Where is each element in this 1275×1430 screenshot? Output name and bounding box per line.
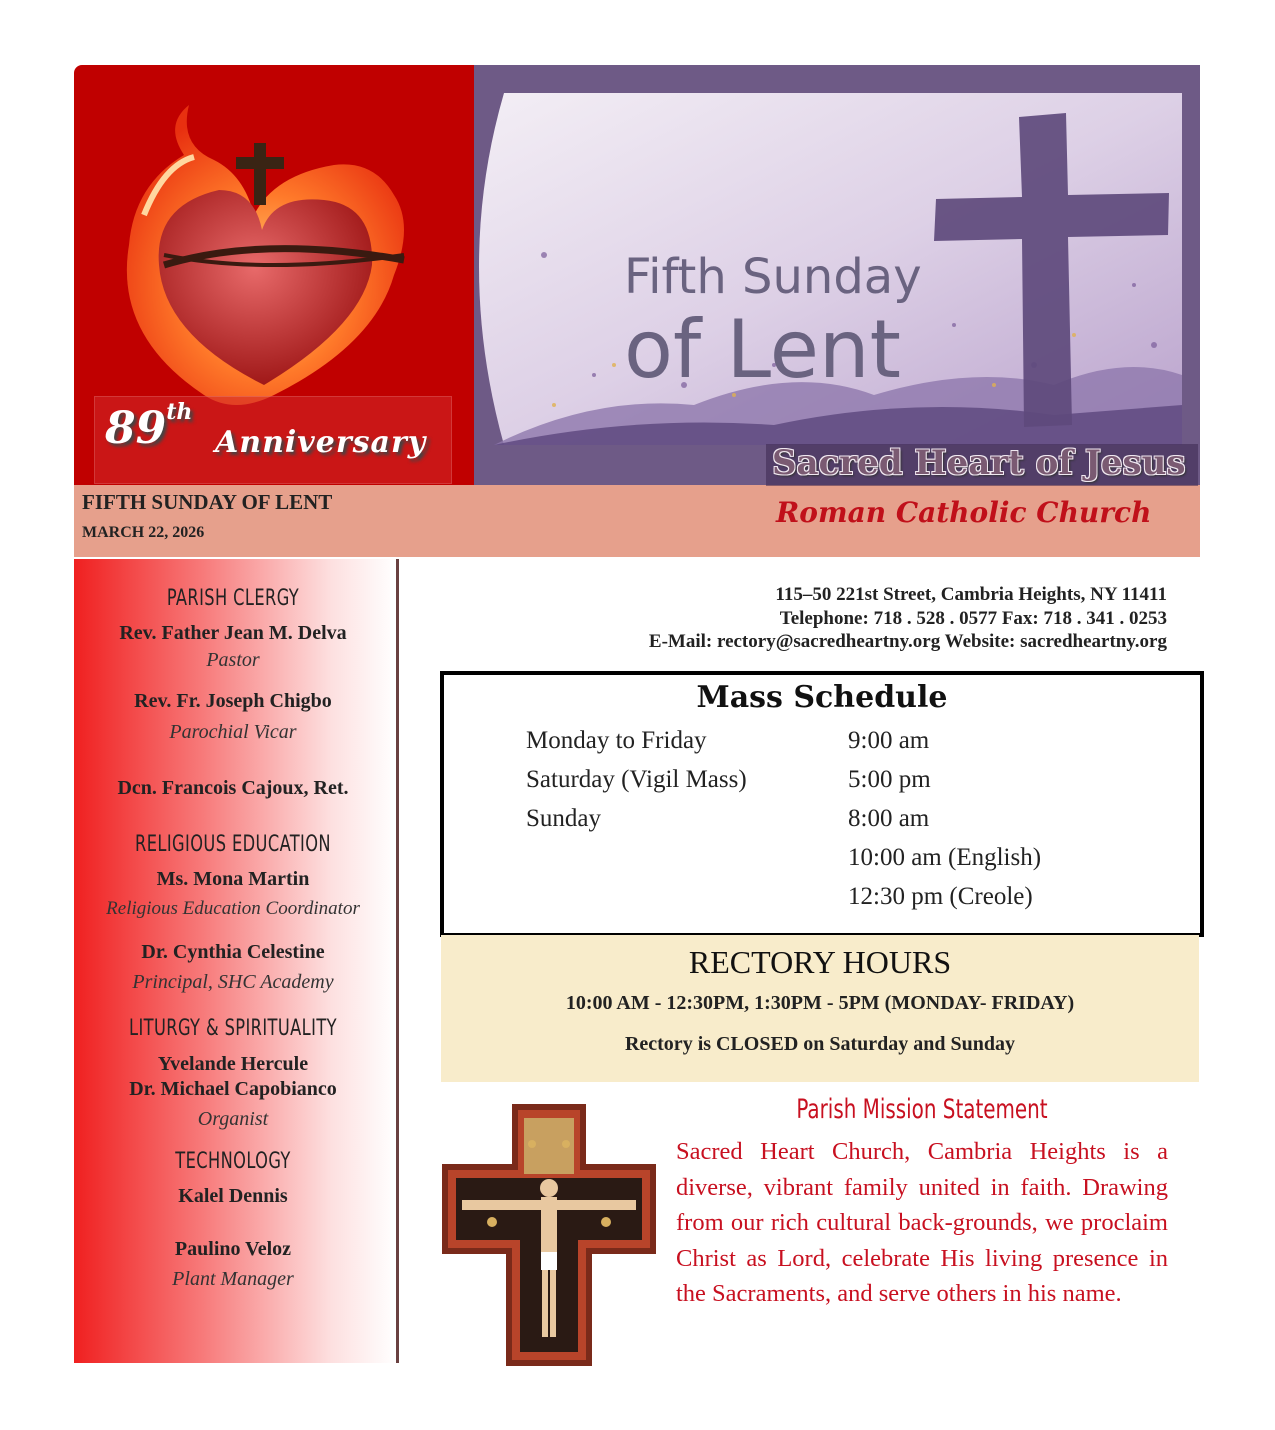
mass-time: 12:30 pm (Creole): [848, 883, 1033, 910]
mass-time: 5:00 pm: [848, 766, 931, 793]
staff-role: Organist: [197, 1108, 269, 1130]
mass-day: Saturday (Vigil Mass): [526, 766, 747, 793]
email-website: E-Mail: rectory@sacredheartny.org Website: sacredheartny.org: [648, 631, 1167, 652]
section-heading-technology: TECHNOLOGY: [175, 1149, 291, 1174]
section-heading-clergy: PARISH CLERGY: [166, 586, 300, 611]
rectory-hours: 10:00 AM - 12:30PM, 1:30PM - 5PM (MONDAY- FRIDAY): [565, 992, 1075, 1014]
rectory-title: RECTORY HOURS: [688, 944, 952, 980]
staff-name: Yvelande Hercule: [157, 1053, 309, 1075]
san-damiano-crucifix-icon: [442, 1104, 656, 1366]
banner-line1: Fifth Sunday: [624, 249, 922, 305]
mission-statement: Sacred Heart Church, Cambria Heights is a diverse, vibrant family united in faith. Drawing from our rich cultural back-grounds, we proclaim Christ as Lord, celebrate His living presence in the Sacraments, and serve others in his name.: [676, 1138, 1168, 1307]
staff-role: Religious Education Coordinator: [106, 898, 360, 919]
rectory-closed-note: Rectory is CLOSED on Saturday and Sunday: [624, 1033, 1016, 1055]
staff-role: Plant Manager: [172, 1268, 294, 1290]
staff-name: Rev. Father Jean M. Delva: [119, 622, 347, 644]
bulletin-date: MARCH 22, 2026: [82, 524, 205, 541]
staff-name: Dr. Cynthia Celestine: [141, 941, 325, 963]
staff-name: Kalel Dennis: [178, 1185, 288, 1207]
section-heading-religious-education: RELIGIOUS EDUCATION: [135, 832, 331, 857]
anniversary-suffix: th: [166, 399, 193, 425]
sidebar-divider: [396, 559, 399, 1363]
mass-day: Sunday: [526, 805, 601, 832]
staff-role: Principal, SHC Academy: [132, 971, 334, 993]
staff-name: Ms. Mona Martin: [156, 868, 310, 890]
mission-title: Parish Mission Statement: [796, 1094, 1048, 1125]
staff-role: Parochial Vicar: [169, 721, 297, 743]
church-name: Sacred Heart of Jesus: [772, 443, 1186, 483]
mass-day: Monday to Friday: [526, 727, 707, 754]
section-heading-liturgy: LITURGY & SPIRITUALITY: [129, 1016, 337, 1041]
anniversary-number: 89: [105, 403, 167, 454]
mass-time: 10:00 am (English): [848, 844, 1042, 871]
mass-schedule-title: Mass Schedule: [696, 680, 948, 715]
mass-time: 9:00 am: [848, 727, 930, 754]
staff-role: Pastor: [206, 649, 260, 671]
anniversary-badge: [94, 396, 452, 484]
staff-name: Dcn. Francois Cajoux, Ret.: [117, 777, 349, 799]
staff-name: Paulino Veloz: [174, 1238, 292, 1260]
banner-line2: of Lent: [624, 303, 901, 396]
staff-name: Dr. Michael Capobianco: [129, 1078, 337, 1100]
lent-title: FIFTH SUNDAY OF LENT: [82, 490, 333, 514]
staff-name: Rev. Fr. Joseph Chigbo: [134, 690, 332, 712]
mass-time: 8:00 am: [848, 805, 930, 832]
sacred-heart-logo: [127, 105, 404, 405]
parish-address: 115–50 221st Street, Cambria Heights, NY 11411: [775, 584, 1167, 605]
phone-fax: Telephone: 718 . 528 . 0577 Fax: 718 . 341 . 0253: [779, 608, 1167, 629]
church-subtitle: Roman Catholic Church: [776, 496, 1152, 529]
anniversary-word: Anniversary: [215, 425, 427, 460]
